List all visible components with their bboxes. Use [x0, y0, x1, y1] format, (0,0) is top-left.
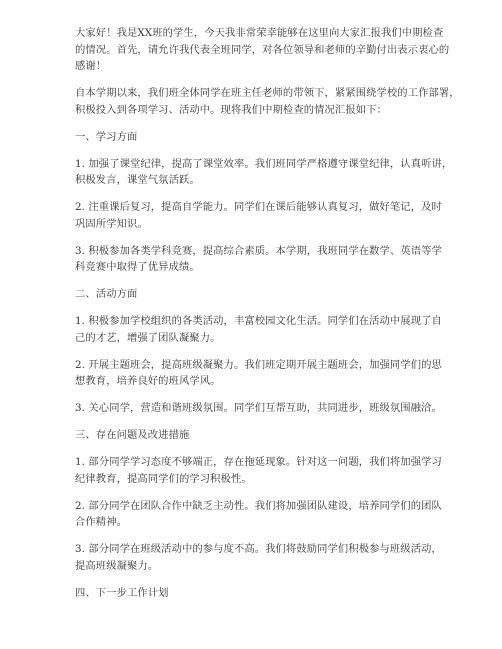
paragraph-9 — [75, 454, 493, 487]
text-line: 感谢！ — [75, 60, 107, 72]
text-line: 合作精神。 — [75, 516, 127, 528]
text-line: 己的才艺，增强了团队凝聚力。 — [75, 331, 221, 344]
paragraph-10 — [75, 498, 493, 531]
text-line: 1. 部分同学学习态度不够端正，存在拖延现象。针对这一问题，我们将加强学习 — [75, 456, 442, 468]
text-line: 纪律教育，提高同学们的学习积极性。 — [75, 472, 252, 485]
text-line: 2. 部分同学在团队合作中缺乏主动性。我们将加强团队建设，培养同学们的团队 — [75, 499, 442, 512]
section-heading-4 — [75, 585, 493, 602]
paragraph-11 — [75, 541, 493, 574]
text-line: 2. 开展主题班会，提高班级凝聚力。我们班定期开展主题班会，加强同学们的思 — [75, 358, 442, 371]
paragraph-2 — [75, 85, 493, 118]
section-heading-3 — [75, 427, 493, 444]
paragraph-8 — [75, 400, 493, 417]
text-line: 自本学期以来，我们班全体同学在班主任老师的带领下，紧紧围绕学校的工作部署， — [75, 87, 460, 99]
paragraph-3 — [75, 156, 493, 189]
document-page — [75, 25, 493, 612]
text-line: 二、活动方面 — [75, 288, 138, 300]
text-line: 2. 注重课后复习，提高自学能力。同学们在课后能够认真复习，做好笔记，及时 — [75, 201, 442, 213]
text-line: 3. 积极参加各类学科竞赛，提高综合素质。本学期，我班同学在数学、英语等学 — [75, 244, 442, 257]
text-line: 巩固所学知识。 — [75, 217, 148, 230]
paragraph-5 — [75, 243, 493, 276]
text-line: 1. 积极参加学校组织的各类活动，丰富校园文化生活。同学们在活动中展现了自 — [75, 315, 442, 327]
text-line: 积极发言，课堂气氛活跃。 — [75, 174, 200, 186]
section-heading-2 — [75, 286, 493, 303]
text-line: 提高班级凝聚力。 — [75, 559, 159, 572]
paragraph-4 — [75, 199, 493, 232]
text-line: 3. 关心同学，营造和谐班级氛围。同学们互帮互助，共同进步，班级氛围融洽。 — [75, 402, 442, 414]
text-line: 3. 部分同学在班级活动中的参与度不高。我们将鼓励同学们积极参与班级活动， — [75, 543, 442, 555]
text-line: 科竞赛中取得了优异成绩。 — [75, 261, 200, 273]
paragraph-1 — [75, 25, 493, 75]
paragraph-7 — [75, 357, 493, 390]
text-line: 想教育，培养良好的班风学风。 — [75, 375, 221, 387]
text-line: 三、存在问题及改进措施 — [75, 429, 190, 441]
text-line: 1. 加强了课堂纪律，提高了课堂效率。我们班同学严格遵守课堂纪律，认真听讲， — [75, 157, 453, 170]
section-heading-1 — [75, 129, 493, 146]
paragraph-6 — [75, 313, 493, 346]
text-line: 大家好！我是XX班的学生，今天我非常荣幸能够在这里向大家汇报我们中期检查 — [75, 27, 444, 39]
text-line: 四、下一步工作计划 — [75, 586, 169, 599]
text-line: 积极投入到各项学习、活动中。现将我们中期检查的情况汇报如下： — [75, 103, 387, 116]
text-line: 一、学习方面 — [75, 130, 138, 143]
text-line: 的情况。首先，请允许我代表全班同学，对各位领导和老师的辛勤付出表示衷心的 — [75, 43, 450, 56]
